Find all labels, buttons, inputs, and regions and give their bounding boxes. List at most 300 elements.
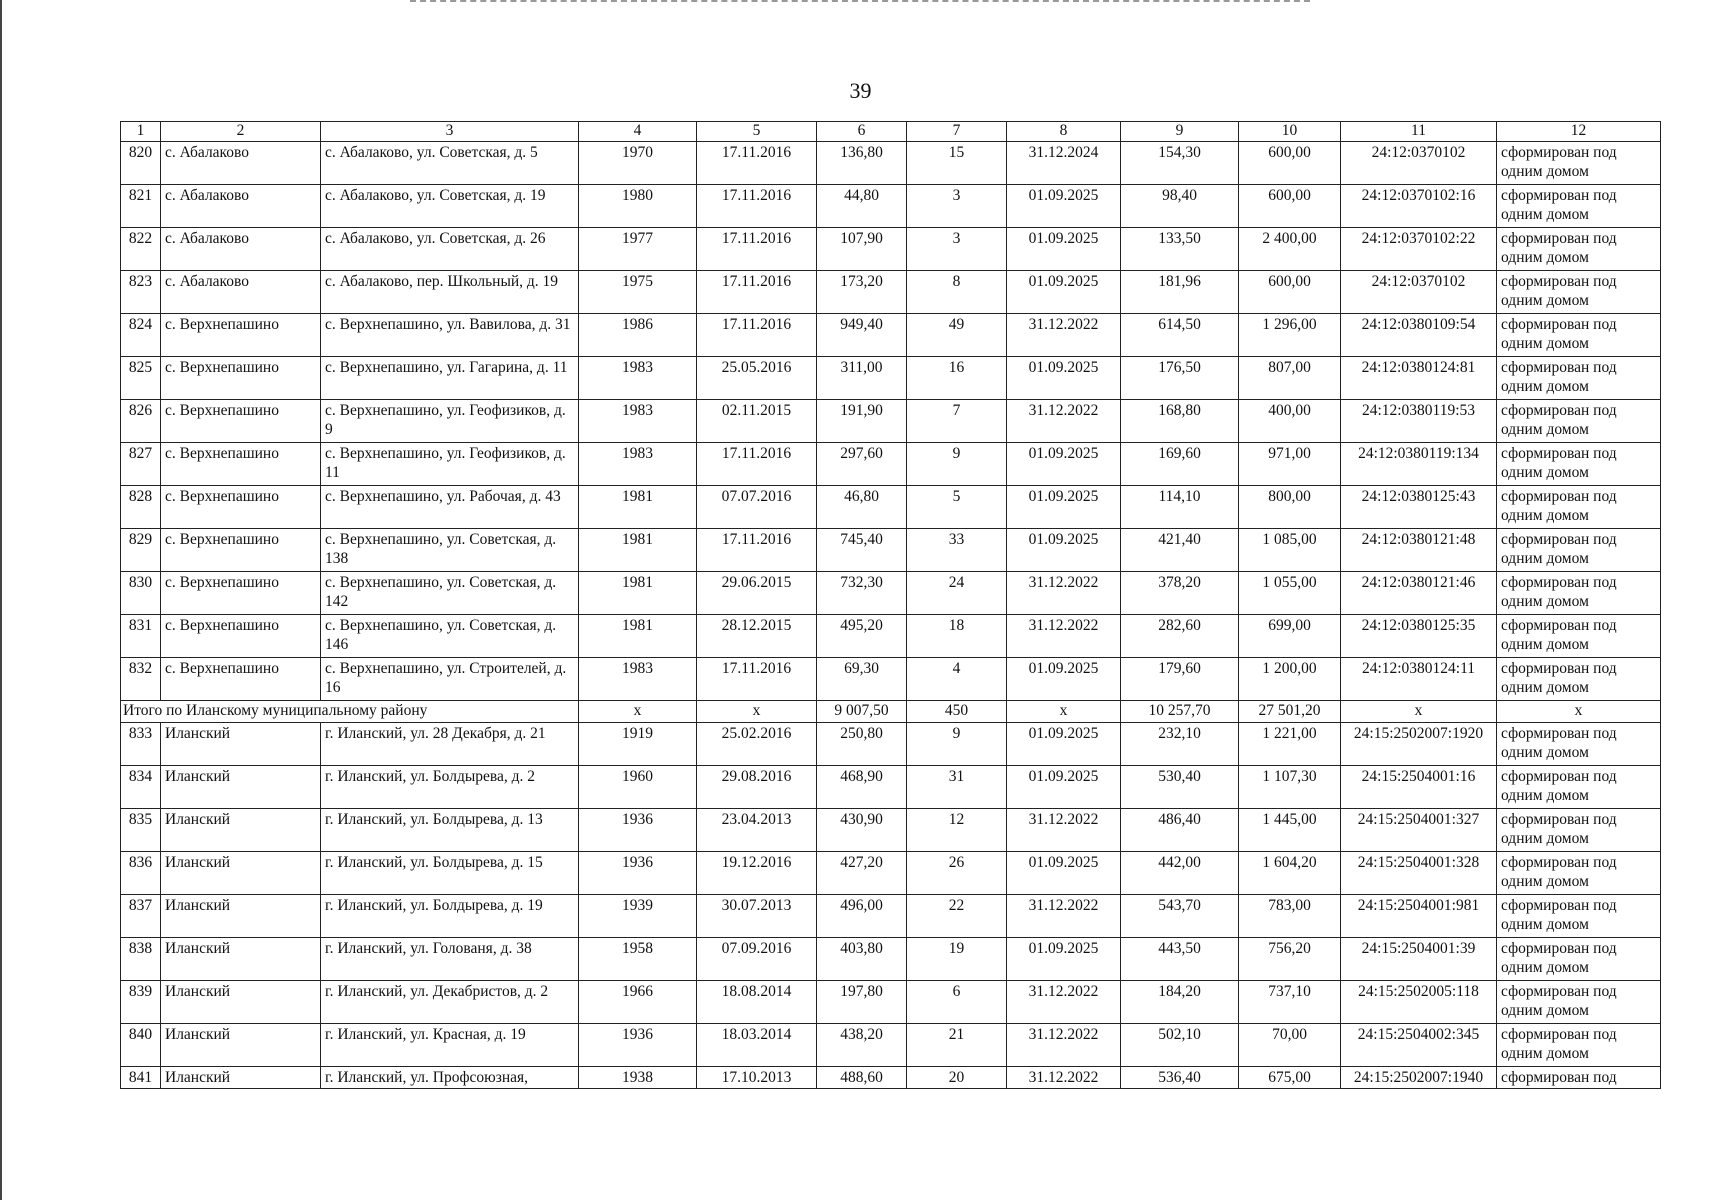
- persons-cell: 19: [907, 938, 1007, 981]
- row-number-cell: 835: [121, 809, 161, 852]
- persons-cell: 20: [907, 1067, 1007, 1089]
- total-col9-cell: 10 257,70: [1121, 701, 1239, 723]
- scan-top-mark: [410, 0, 1310, 2]
- persons-cell: 6: [907, 981, 1007, 1024]
- value-col9-cell: 114,10: [1121, 486, 1239, 529]
- year-cell: 1981: [579, 486, 697, 529]
- persons-cell: 18: [907, 615, 1007, 658]
- value-col9-cell: 502,10: [1121, 1024, 1239, 1067]
- date-cell: 30.07.2013: [697, 895, 817, 938]
- column-number-cell: 1: [121, 122, 161, 142]
- year-cell: 1983: [579, 357, 697, 400]
- value-col9-cell: 184,20: [1121, 981, 1239, 1024]
- table-row: [121, 529, 1661, 572]
- date-cell: 07.09.2016: [697, 938, 817, 981]
- value-col10-cell: 600,00: [1239, 271, 1341, 314]
- status-cell: сформирован под одним домом: [1497, 142, 1661, 185]
- area-cell: 427,20: [817, 852, 907, 895]
- value-col9-cell: 168,80: [1121, 400, 1239, 443]
- date-cell: 28.12.2015: [697, 615, 817, 658]
- deadline-cell: 01.09.2025: [1007, 228, 1121, 271]
- locality-cell: с. Верхнепашино: [161, 529, 321, 572]
- value-col10-cell: 1 200,00: [1239, 658, 1341, 701]
- row-number-cell: 829: [121, 529, 161, 572]
- deadline-cell: 31.12.2024: [1007, 142, 1121, 185]
- row-number-cell: 828: [121, 486, 161, 529]
- persons-cell: 16: [907, 357, 1007, 400]
- column-number-cell: 6: [817, 122, 907, 142]
- area-cell: 496,00: [817, 895, 907, 938]
- register-table: [120, 121, 1661, 1089]
- date-cell: 07.07.2016: [697, 486, 817, 529]
- row-number-cell: 823: [121, 271, 161, 314]
- address-cell: с. Верхнепашино, ул. Рабочая, д. 43: [321, 486, 579, 529]
- area-cell: 745,40: [817, 529, 907, 572]
- value-col9-cell: 181,96: [1121, 271, 1239, 314]
- value-col10-cell: 1 055,00: [1239, 572, 1341, 615]
- locality-cell: с. Абалаково: [161, 271, 321, 314]
- address-cell: с. Верхнепашино, ул. Геофизиков, д. 9: [321, 400, 579, 443]
- value-col9-cell: 179,60: [1121, 658, 1239, 701]
- locality-cell: с. Верхнепашино: [161, 486, 321, 529]
- row-number-cell: 824: [121, 314, 161, 357]
- table-row: [121, 185, 1661, 228]
- status-cell: сформирован под одним домом: [1497, 357, 1661, 400]
- cadastral-number-cell: 24:15:2504001:16: [1341, 766, 1497, 809]
- date-cell: 17.11.2016: [697, 185, 817, 228]
- persons-cell: 3: [907, 228, 1007, 271]
- year-cell: 1980: [579, 185, 697, 228]
- page-number: 39: [849, 78, 872, 103]
- row-number-cell: 825: [121, 357, 161, 400]
- row-number-cell: 834: [121, 766, 161, 809]
- year-cell: 1986: [579, 314, 697, 357]
- value-col9-cell: 530,40: [1121, 766, 1239, 809]
- value-col9-cell: 421,40: [1121, 529, 1239, 572]
- area-cell: 250,80: [817, 723, 907, 766]
- deadline-cell: 31.12.2022: [1007, 572, 1121, 615]
- locality-cell: Иланский: [161, 1067, 321, 1089]
- cadastral-number-cell: 24:12:0370102:22: [1341, 228, 1497, 271]
- value-col9-cell: 98,40: [1121, 185, 1239, 228]
- table-row: [121, 895, 1661, 938]
- date-cell: 29.08.2016: [697, 766, 817, 809]
- table-row: [121, 1067, 1661, 1089]
- table-row: [121, 486, 1661, 529]
- column-number-cell: 7: [907, 122, 1007, 142]
- cadastral-number-cell: 24:12:0380124:81: [1341, 357, 1497, 400]
- persons-cell: 31: [907, 766, 1007, 809]
- area-cell: 197,80: [817, 981, 907, 1024]
- status-cell: сформирован под одним домом: [1497, 658, 1661, 701]
- table-row: [121, 852, 1661, 895]
- value-col10-cell: 600,00: [1239, 142, 1341, 185]
- year-cell: 1919: [579, 723, 697, 766]
- value-col10-cell: 1 221,00: [1239, 723, 1341, 766]
- locality-cell: Иланский: [161, 938, 321, 981]
- status-cell: сформирован под одним домом: [1497, 852, 1661, 895]
- locality-cell: Иланский: [161, 1024, 321, 1067]
- total-label-cell: Итого по Иланскому муниципальному району: [121, 701, 579, 723]
- cadastral-number-cell: 24:12:0380121:46: [1341, 572, 1497, 615]
- address-cell: с. Верхнепашино, ул. Советская, д. 138: [321, 529, 579, 572]
- table-row: [121, 766, 1661, 809]
- date-cell: 25.02.2016: [697, 723, 817, 766]
- table-row: [121, 723, 1661, 766]
- cadastral-number-cell: 24:15:2502007:1920: [1341, 723, 1497, 766]
- deadline-cell: 01.09.2025: [1007, 658, 1121, 701]
- table-row: [121, 938, 1661, 981]
- total-status-cell: х: [1497, 701, 1661, 723]
- status-cell: сформирован под одним домом: [1497, 185, 1661, 228]
- table-row: [121, 357, 1661, 400]
- column-number-cell: 3: [321, 122, 579, 142]
- row-number-cell: 821: [121, 185, 161, 228]
- date-cell: 02.11.2015: [697, 400, 817, 443]
- address-cell: г. Иланский, ул. Болдырева, д. 13: [321, 809, 579, 852]
- year-cell: 1936: [579, 809, 697, 852]
- locality-cell: с. Верхнепашино: [161, 615, 321, 658]
- date-cell: 17.11.2016: [697, 271, 817, 314]
- cadastral-number-cell: 24:15:2502005:118: [1341, 981, 1497, 1024]
- persons-cell: 22: [907, 895, 1007, 938]
- persons-cell: 7: [907, 400, 1007, 443]
- locality-cell: Иланский: [161, 895, 321, 938]
- date-cell: 17.11.2016: [697, 314, 817, 357]
- total-col10-cell: 27 501,20: [1239, 701, 1341, 723]
- cadastral-number-cell: 24:12:0380109:54: [1341, 314, 1497, 357]
- value-col10-cell: 400,00: [1239, 400, 1341, 443]
- value-col9-cell: 169,60: [1121, 443, 1239, 486]
- area-cell: 468,90: [817, 766, 907, 809]
- table-row: [121, 809, 1661, 852]
- address-cell: г. Иланский, ул. 28 Декабря, д. 21: [321, 723, 579, 766]
- status-cell: сформирован под одним домом: [1497, 981, 1661, 1024]
- deadline-cell: 31.12.2022: [1007, 809, 1121, 852]
- value-col10-cell: 1 296,00: [1239, 314, 1341, 357]
- deadline-cell: 31.12.2022: [1007, 895, 1121, 938]
- status-cell: сформирован под одним домом: [1497, 1024, 1661, 1067]
- address-cell: с. Верхнепашино, ул. Геофизиков, д. 11: [321, 443, 579, 486]
- value-col9-cell: 442,00: [1121, 852, 1239, 895]
- status-cell: сформирован под одним домом: [1497, 228, 1661, 271]
- area-cell: 136,80: [817, 142, 907, 185]
- area-cell: 191,90: [817, 400, 907, 443]
- total-date-cell: х: [697, 701, 817, 723]
- area-cell: 297,60: [817, 443, 907, 486]
- status-cell: сформирован под одним домом: [1497, 486, 1661, 529]
- persons-cell: 5: [907, 486, 1007, 529]
- cadastral-number-cell: 24:12:0380125:35: [1341, 615, 1497, 658]
- year-cell: 1936: [579, 852, 697, 895]
- area-cell: 488,60: [817, 1067, 907, 1089]
- year-cell: 1936: [579, 1024, 697, 1067]
- value-col9-cell: 543,70: [1121, 895, 1239, 938]
- column-number-cell: 9: [1121, 122, 1239, 142]
- value-col9-cell: 133,50: [1121, 228, 1239, 271]
- column-number-cell: 12: [1497, 122, 1661, 142]
- value-col10-cell: 1 604,20: [1239, 852, 1341, 895]
- locality-cell: Иланский: [161, 981, 321, 1024]
- column-number-cell: 5: [697, 122, 817, 142]
- cadastral-number-cell: 24:15:2502007:1940: [1341, 1067, 1497, 1089]
- year-cell: 1966: [579, 981, 697, 1024]
- address-cell: с. Абалаково, ул. Советская, д. 19: [321, 185, 579, 228]
- address-cell: с. Верхнепашино, ул. Советская, д. 142: [321, 572, 579, 615]
- persons-cell: 33: [907, 529, 1007, 572]
- deadline-cell: 31.12.2022: [1007, 400, 1121, 443]
- date-cell: 18.03.2014: [697, 1024, 817, 1067]
- row-number-cell: 836: [121, 852, 161, 895]
- row-number-cell: 831: [121, 615, 161, 658]
- value-col10-cell: 70,00: [1239, 1024, 1341, 1067]
- locality-cell: с. Верхнепашино: [161, 357, 321, 400]
- year-cell: 1981: [579, 572, 697, 615]
- persons-cell: 4: [907, 658, 1007, 701]
- table-row: [121, 314, 1661, 357]
- row-number-cell: 822: [121, 228, 161, 271]
- year-cell: 1977: [579, 228, 697, 271]
- table-row: [121, 271, 1661, 314]
- locality-cell: Иланский: [161, 766, 321, 809]
- area-cell: 438,20: [817, 1024, 907, 1067]
- year-cell: 1938: [579, 1067, 697, 1089]
- row-number-cell: 820: [121, 142, 161, 185]
- locality-cell: с. Верхнепашино: [161, 572, 321, 615]
- deadline-cell: 31.12.2022: [1007, 1024, 1121, 1067]
- deadline-cell: 31.12.2022: [1007, 1067, 1121, 1089]
- value-col9-cell: 378,20: [1121, 572, 1239, 615]
- value-col10-cell: 783,00: [1239, 895, 1341, 938]
- year-cell: 1981: [579, 615, 697, 658]
- address-cell: г. Иланский, ул. Красная, д. 19: [321, 1024, 579, 1067]
- value-col9-cell: 232,10: [1121, 723, 1239, 766]
- date-cell: 18.08.2014: [697, 981, 817, 1024]
- cadastral-number-cell: 24:12:0380119:53: [1341, 400, 1497, 443]
- status-cell: сформирован под: [1497, 1067, 1661, 1089]
- value-col10-cell: 1 107,30: [1239, 766, 1341, 809]
- total-area-cell: 9 007,50: [817, 701, 907, 723]
- value-col9-cell: 536,40: [1121, 1067, 1239, 1089]
- area-cell: 495,20: [817, 615, 907, 658]
- date-cell: 17.11.2016: [697, 443, 817, 486]
- cadastral-number-cell: 24:12:0380124:11: [1341, 658, 1497, 701]
- locality-cell: с. Абалаково: [161, 142, 321, 185]
- persons-cell: 12: [907, 809, 1007, 852]
- status-cell: сформирован под одним домом: [1497, 809, 1661, 852]
- row-number-cell: 827: [121, 443, 161, 486]
- cadastral-number-cell: 24:15:2504001:981: [1341, 895, 1497, 938]
- locality-cell: Иланский: [161, 723, 321, 766]
- column-number-cell: 11: [1341, 122, 1497, 142]
- district-total-row: [121, 701, 1661, 723]
- status-cell: сформирован под одним домом: [1497, 938, 1661, 981]
- value-col10-cell: 807,00: [1239, 357, 1341, 400]
- cadastral-number-cell: 24:15:2504001:327: [1341, 809, 1497, 852]
- row-number-cell: 839: [121, 981, 161, 1024]
- locality-cell: с. Верхнепашино: [161, 400, 321, 443]
- address-cell: с. Абалаково, пер. Школьный, д. 19: [321, 271, 579, 314]
- table-row: [121, 142, 1661, 185]
- value-col9-cell: 176,50: [1121, 357, 1239, 400]
- date-cell: 23.04.2013: [697, 809, 817, 852]
- date-cell: 29.06.2015: [697, 572, 817, 615]
- deadline-cell: 31.12.2022: [1007, 981, 1121, 1024]
- persons-cell: 24: [907, 572, 1007, 615]
- value-col9-cell: 614,50: [1121, 314, 1239, 357]
- row-number-cell: 840: [121, 1024, 161, 1067]
- address-cell: с. Абалаково, ул. Советская, д. 5: [321, 142, 579, 185]
- deadline-cell: 31.12.2022: [1007, 615, 1121, 658]
- area-cell: 46,80: [817, 486, 907, 529]
- persons-cell: 3: [907, 185, 1007, 228]
- status-cell: сформирован под одним домом: [1497, 723, 1661, 766]
- status-cell: сформирован под одним домом: [1497, 443, 1661, 486]
- value-col10-cell: 971,00: [1239, 443, 1341, 486]
- persons-cell: 9: [907, 723, 1007, 766]
- year-cell: 1960: [579, 766, 697, 809]
- address-cell: г. Иланский, ул. Болдырева, д. 15: [321, 852, 579, 895]
- value-col10-cell: 1 445,00: [1239, 809, 1341, 852]
- value-col10-cell: 1 085,00: [1239, 529, 1341, 572]
- date-cell: 17.10.2013: [697, 1067, 817, 1089]
- value-col10-cell: 737,10: [1239, 981, 1341, 1024]
- persons-cell: 15: [907, 142, 1007, 185]
- cadastral-number-cell: 24:15:2504002:345: [1341, 1024, 1497, 1067]
- date-cell: 25.05.2016: [697, 357, 817, 400]
- deadline-cell: 01.09.2025: [1007, 357, 1121, 400]
- status-cell: сформирован под одним домом: [1497, 766, 1661, 809]
- deadline-cell: 01.09.2025: [1007, 766, 1121, 809]
- column-number-cell: 4: [579, 122, 697, 142]
- status-cell: сформирован под одним домом: [1497, 529, 1661, 572]
- area-cell: 69,30: [817, 658, 907, 701]
- area-cell: 107,90: [817, 228, 907, 271]
- status-cell: сформирован под одним домом: [1497, 314, 1661, 357]
- total-cadastral-cell: х: [1341, 701, 1497, 723]
- cadastral-number-cell: 24:12:0370102: [1341, 142, 1497, 185]
- area-cell: 173,20: [817, 271, 907, 314]
- row-number-cell: 832: [121, 658, 161, 701]
- status-cell: сформирован под одним домом: [1497, 895, 1661, 938]
- persons-cell: 26: [907, 852, 1007, 895]
- year-cell: 1983: [579, 443, 697, 486]
- year-cell: 1970: [579, 142, 697, 185]
- area-cell: 430,90: [817, 809, 907, 852]
- locality-cell: с. Верхнепашино: [161, 658, 321, 701]
- total-persons-cell: 450: [907, 701, 1007, 723]
- row-number-cell: 826: [121, 400, 161, 443]
- value-col9-cell: 443,50: [1121, 938, 1239, 981]
- deadline-cell: 01.09.2025: [1007, 185, 1121, 228]
- row-number-cell: 837: [121, 895, 161, 938]
- row-number-cell: 833: [121, 723, 161, 766]
- cadastral-number-cell: 24:12:0380121:48: [1341, 529, 1497, 572]
- cadastral-number-cell: 24:15:2504001:328: [1341, 852, 1497, 895]
- year-cell: 1983: [579, 400, 697, 443]
- cadastral-number-cell: 24:12:0370102: [1341, 271, 1497, 314]
- address-cell: с. Абалаково, ул. Советская, д. 26: [321, 228, 579, 271]
- table-row: [121, 658, 1661, 701]
- table-row: [121, 615, 1661, 658]
- address-cell: с. Верхнепашино, ул. Гагарина, д. 11: [321, 357, 579, 400]
- address-cell: с. Верхнепашино, ул. Вавилова, д. 31: [321, 314, 579, 357]
- value-col10-cell: 756,20: [1239, 938, 1341, 981]
- total-deadline-cell: х: [1007, 701, 1121, 723]
- cadastral-number-cell: 24:12:0380119:134: [1341, 443, 1497, 486]
- status-cell: сформирован под одним домом: [1497, 615, 1661, 658]
- address-cell: г. Иланский, ул. Болдырева, д. 2: [321, 766, 579, 809]
- year-cell: 1983: [579, 658, 697, 701]
- address-cell: с. Верхнепашино, ул. Советская, д. 146: [321, 615, 579, 658]
- total-year-cell: х: [579, 701, 697, 723]
- value-col10-cell: 800,00: [1239, 486, 1341, 529]
- area-cell: 44,80: [817, 185, 907, 228]
- area-cell: 949,40: [817, 314, 907, 357]
- year-cell: 1939: [579, 895, 697, 938]
- table-body: [121, 122, 1661, 1089]
- address-cell: г. Иланский, ул. Декабристов, д. 2: [321, 981, 579, 1024]
- locality-cell: с. Абалаково: [161, 185, 321, 228]
- persons-cell: 21: [907, 1024, 1007, 1067]
- table-row: [121, 572, 1661, 615]
- table-row: [121, 981, 1661, 1024]
- value-col9-cell: 282,60: [1121, 615, 1239, 658]
- deadline-cell: 01.09.2025: [1007, 529, 1121, 572]
- date-cell: 17.11.2016: [697, 142, 817, 185]
- row-number-cell: 841: [121, 1067, 161, 1089]
- cadastral-number-cell: 24:12:0370102:16: [1341, 185, 1497, 228]
- address-cell: с. Верхнепашино, ул. Строителей, д. 16: [321, 658, 579, 701]
- column-number-cell: 2: [161, 122, 321, 142]
- date-cell: 19.12.2016: [697, 852, 817, 895]
- column-number-cell: 8: [1007, 122, 1121, 142]
- row-number-cell: 838: [121, 938, 161, 981]
- table-row: [121, 400, 1661, 443]
- year-cell: 1981: [579, 529, 697, 572]
- status-cell: сформирован под одним домом: [1497, 400, 1661, 443]
- address-cell: г. Иланский, ул. Болдырева, д. 19: [321, 895, 579, 938]
- date-cell: 17.11.2016: [697, 529, 817, 572]
- status-cell: сформирован под одним домом: [1497, 572, 1661, 615]
- locality-cell: с. Верхнепашино: [161, 314, 321, 357]
- area-cell: 311,00: [817, 357, 907, 400]
- deadline-cell: 01.09.2025: [1007, 271, 1121, 314]
- persons-cell: 9: [907, 443, 1007, 486]
- value-col9-cell: 154,30: [1121, 142, 1239, 185]
- locality-cell: Иланский: [161, 852, 321, 895]
- value-col10-cell: 699,00: [1239, 615, 1341, 658]
- date-cell: 17.11.2016: [697, 228, 817, 271]
- table-row: [121, 1024, 1661, 1067]
- table-row: [121, 443, 1661, 486]
- area-cell: 403,80: [817, 938, 907, 981]
- column-number-row: [121, 122, 1661, 142]
- address-cell: г. Иланский, ул. Профсоюзная,: [321, 1067, 579, 1089]
- value-col10-cell: 600,00: [1239, 185, 1341, 228]
- row-number-cell: 830: [121, 572, 161, 615]
- scan-edge: [0, 0, 2, 1200]
- value-col10-cell: 2 400,00: [1239, 228, 1341, 271]
- date-cell: 17.11.2016: [697, 658, 817, 701]
- deadline-cell: 01.09.2025: [1007, 486, 1121, 529]
- locality-cell: с. Верхнепашино: [161, 443, 321, 486]
- address-cell: г. Иланский, ул. Голованя, д. 38: [321, 938, 579, 981]
- cadastral-number-cell: 24:12:0380125:43: [1341, 486, 1497, 529]
- locality-cell: Иланский: [161, 809, 321, 852]
- deadline-cell: 01.09.2025: [1007, 443, 1121, 486]
- deadline-cell: 01.09.2025: [1007, 938, 1121, 981]
